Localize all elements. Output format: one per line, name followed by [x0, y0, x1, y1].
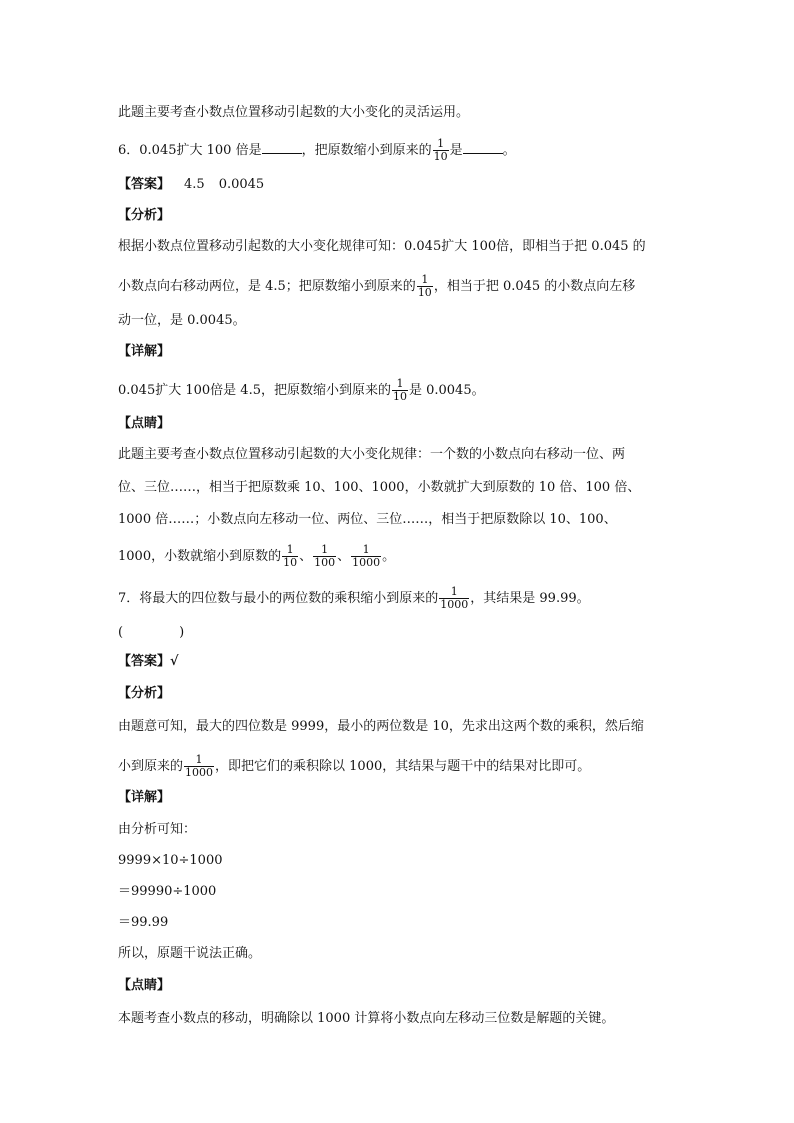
q6-comment-line-3: 1000 倍……；小数点向左移动一位、两位、三位……，相当于把原数除以 10、100、	[118, 512, 617, 527]
q7-answer-parentheses[interactable]: ( )	[118, 625, 185, 640]
answer-label: 【答案】	[118, 177, 171, 192]
q7-detail-label: 【详解】	[118, 790, 171, 805]
q7-fraction: $\frac{1}{1000}$	[440, 585, 469, 611]
q7-detail-line-1: 由分析可知：	[118, 822, 197, 837]
q6-comment-line-4: 1000，小数就缩小到原数的 $\frac{1}{10}$ 、 $\frac{1}{100}$ 、 $\frac{1}{1000}$ 。	[118, 543, 396, 569]
q7-analysis-fraction: $\frac{1}{1000}$	[185, 753, 214, 779]
prev-summary: 此题主要考查小数点位置移动引起数的大小变化的灵活运用。	[118, 105, 470, 120]
question-7: 7．将最大的四位数与最小的两位数的乘积缩小到原来的 $\frac{1}{1000}$ ，其结果是 99.99。	[118, 585, 590, 611]
comment-fraction-2: $\frac{1}{100}$	[314, 543, 336, 569]
q7-calc-2: ＝99990÷1000	[118, 884, 217, 899]
check-mark-icon: √	[170, 654, 179, 669]
q6-comment-line-1: 此题主要考查小数点位置移动引起数的大小变化规律：一个数的小数点向右移动一位、两	[118, 447, 626, 462]
q7-analysis-line-2: 小到原来的 $\frac{1}{1000}$ ，即把它们的乘积除以 1000，其结果与题干中的结果对比即可。	[118, 753, 591, 779]
q6-detail-label: 【详解】	[118, 344, 171, 359]
q6-blank-2[interactable]	[463, 141, 503, 154]
q7-answer: 【答案】√	[118, 654, 179, 669]
q6-analysis-line-2: 小数点向右移动两位，是 4.5；把原数缩小到原来的 $\frac{1}{10}$ ，相当于把 0.045 的小数点向左移	[118, 273, 636, 299]
q6-prefix: 6．0.045扩大 100 倍是	[118, 143, 262, 158]
q6-analysis-line-1: 根据小数点位置移动引起数的大小变化规律可知：0.045扩大 100倍，即相当于把 0.045 的	[118, 239, 646, 254]
question-6: 6．0.045扩大 100 倍是 ，把原数缩小到原来的 $\frac{1}{10}$ 是 。	[118, 137, 516, 163]
q7-comment: 本题考查小数点的移动，明确除以 1000 计算将小数点向左移动三位数是解题的关键。	[118, 1011, 615, 1026]
q6-answer-a: 4.5	[184, 177, 205, 192]
q6-analysis-fraction: $\frac{1}{10}$	[417, 273, 432, 299]
comment-fraction-3: $\frac{1}{1000}$	[352, 543, 381, 569]
q7-analysis-label: 【分析】	[118, 686, 171, 701]
q7-calc-3: ＝99.99	[118, 915, 169, 930]
q6-detail-fraction: $\frac{1}{10}$	[392, 377, 407, 403]
q6-answer-b: 0.0045	[218, 177, 265, 192]
q6-mid: ，把原数缩小到原来的	[301, 143, 432, 158]
q6-comment-label: 【点睛】	[118, 416, 171, 431]
q7-comment-label: 【点睛】	[118, 978, 171, 993]
q6-blank-1[interactable]	[262, 141, 302, 154]
q6-detail-line: 0.045扩大 100倍是 4.5，把原数缩小到原来的 $\frac{1}{10}$ 是 0.0045。	[118, 377, 485, 403]
q6-comment-line-2: 位、三位……，相当于把原数乘 10、100、1000，小数就扩大到原数的 10 倍、100 倍、	[118, 480, 641, 495]
q7-analysis-line-1: 由题意可知，最大的四位数是 9999，最小的两位数是 10，先求出这两个数的乘积，然后缩	[118, 719, 644, 734]
q6-analysis-line-3: 动一位，是 0.0045。	[118, 313, 246, 328]
comment-fraction-1: $\frac{1}{10}$	[283, 543, 298, 569]
q7-conclusion: 所以，原题干说法正确。	[118, 946, 262, 961]
q6-fraction: $\frac{1}{10}$	[433, 137, 448, 163]
q7-calc-1: 9999×10÷1000	[118, 853, 223, 868]
q6-analysis-label: 【分析】	[118, 208, 171, 223]
q6-answer	[118, 176, 264, 194]
